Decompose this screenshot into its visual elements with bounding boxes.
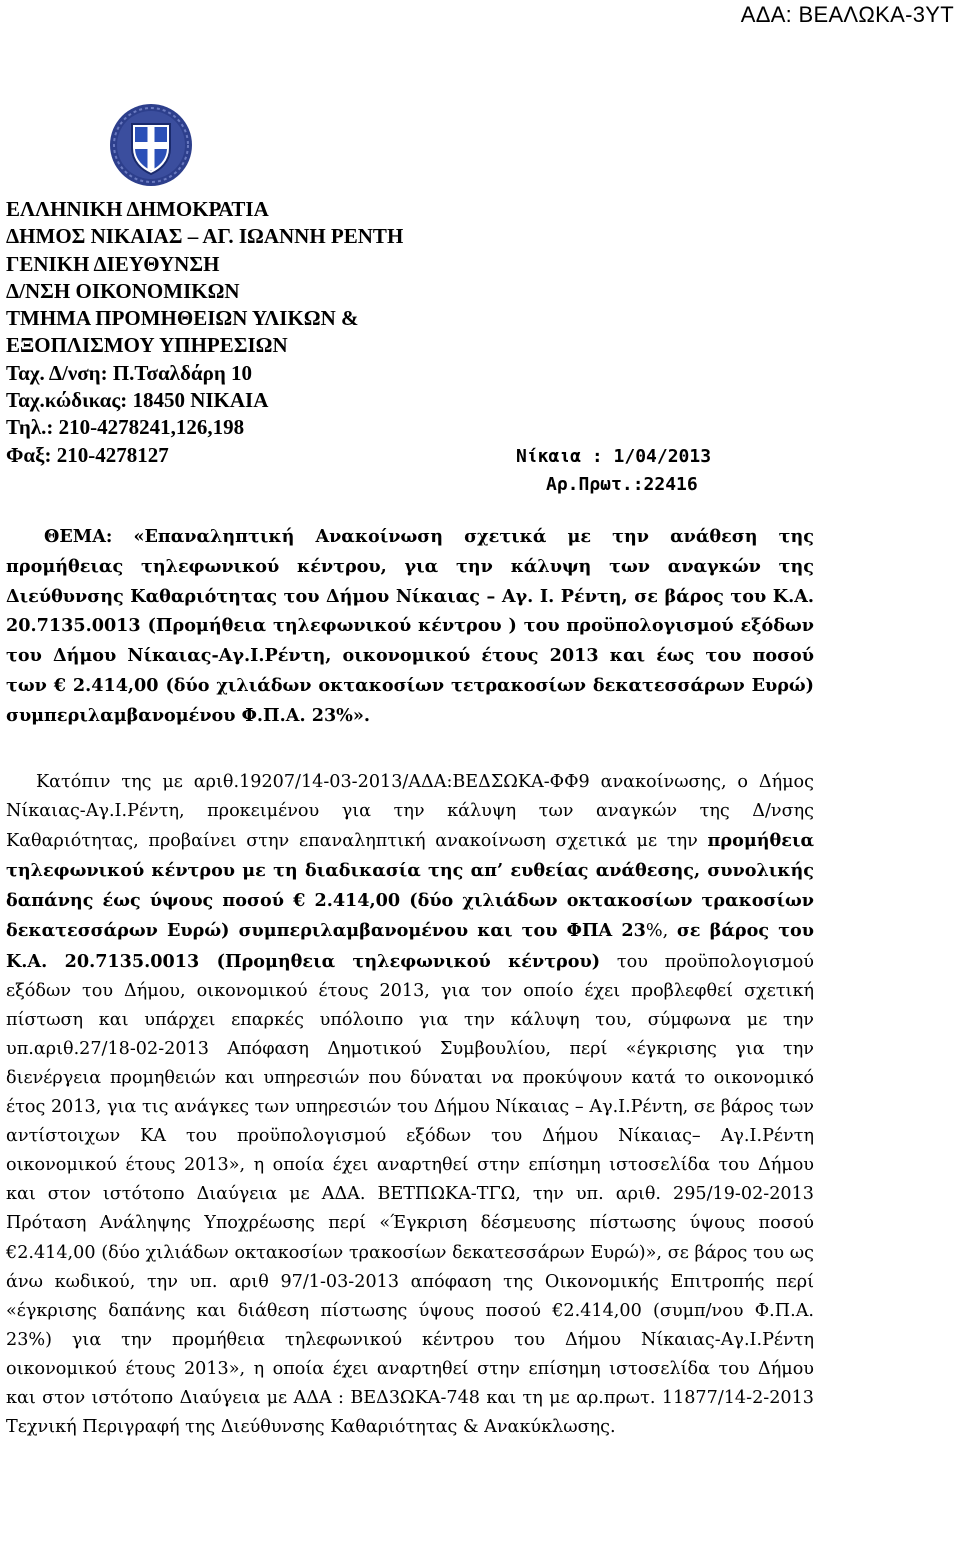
issuer-header — [6, 196, 403, 469]
subject-text: «Επαναληπτική Ανακοίνωση σχετικά με την ανάθεση της προμήθειας τηλεφωνικού κέντρου, για την κάλυψη των αναγκών της Διεύθυνσης Καθαριότητας του Δήμου Νίκαιας – Αγ. Ι. Ρέντη, σε βάρος του Κ.Α. 20.7135.0013 (Προμήθεια τηλεφωνικού κέντρου ) του προϋπολογισμού εξόδων του Δήμου Νίκαιας-Αγ.Ι.Ρέντη, οικονομικού έτους 2013 και έως του ποσού των € 2.414,00 (δύο χιλιάδων οκτακοσίων τετρακοσίων δεκατεσσάρων Ευρώ) συμπεριλαμβανομένου Φ.Π.Α. 23%». — [6, 526, 814, 726]
body-text: Κατόπιν της με αριθ.19207/14-03-2013/ΑΔΑ:ΒΕΔΣΩΚΑ-ΦΦ9 ανακοίνωσης, ο Δήμος Νίκαιας-Αγ.Ι.Ρέντη, προκειμένου για την κάλυψη των αναγκών της Δ/νσης Καθαριότητας, προβαίνει στην επαναληπτική ανακοίνωση σχετικά με την — [6, 772, 814, 852]
subject-paragraph — [6, 522, 814, 731]
header-line: Δ/ΝΣΗ ΟΙΚΟΝΟΜΙΚΩΝ — [6, 278, 240, 303]
header-line: ΔΗΜΟΣ ΝΙΚΑΙΑΣ – ΑΓ. ΙΩΑΝΝΗ ΡΕΝΤΗ — [6, 224, 404, 249]
greek-coat-of-arms-icon — [108, 102, 194, 188]
subject-label: ΘΕΜΑ: — [44, 526, 113, 547]
body-text: του προϋπολογισμού εξόδων του Δήμου, οικονομικού έτους 2013, για τον οποίο έχει προβλεφθεί σχετική πίστωση και υπάρχει επαρκές υπόλοιπο για την κάλυψη του, σύμφωνα με την υπ.αριθ.27/18-02-2013 Απόφαση Δημοτικού Συμβουλίου, περί «έγκρισης για την διενέργεια προμηθειών και υπηρεσιών που δύναται να προκύψουν κατά το οικονομικό έτος 2013, για τις ανάγκες των υπηρεσιών του Δήμου Νίκαιας – Αγ.Ι.Ρέντη, σε βάρος των αντίστοιχων ΚΑ του προϋπολογισμού εξόδων του Δήμου Νίκαιας– Αγ.Ι.Ρέντη οικονομικού έτους 2013», η οποία έχει αναρτηθεί στην επίσημη ιστοσελίδα του Δήμου και στον ιστότοπο Διαύγεια με ΑΔΑ. ΒΕΤΠΩΚΑ-ΤΓΩ, την υπ. αριθ. 295/19-02-2013 Πρόταση Ανάληψης Υποχρέωσης περί «Έγκριση δέσμευσης πίστωσης ύψους ποσού €2.414,00 (δύο χιλιάδων οκτακοσίων τρακοσίων δεκατεσσάρων Ευρώ)», σε βάρος του ως άνω κωδικού, την υπ. αριθ 97/1-03-2013 απόφαση της Οικονομικής Επιτροπής περί «έγκρισης δαπάνης και διάθεση πίστωσης ύψους ποσού €2.414,00 (συμπ/νου Φ.Π.Α. 23%) για την προμήθεια τηλεφωνικού κέντρου του Δήμου Νίκαιας-Αγ.Ι.Ρέντη οικονομικού έτους 2013», η οποία έχει αναρτηθεί στην επίσημη ιστοσελίδα του Δήμου και στον ιστότοπο Διαύγεια με ΑΔΑ : ΒΕΔ3ΩΚΑ-748 και τη με αρ.πρωτ. 11877/14-2-2013 Τεχνική Περιγραφή της Διεύθυνσης Καθαριότητας & Ανακύκλωσης. — [6, 951, 814, 1438]
header-line: ΕΛΛΗΝΙΚΗ ΔΗΜΟΚΡΑΤΙΑ — [6, 197, 269, 221]
header-line: Ταχ.κώδικας: 18450 ΝΙΚΑΙΑ — [6, 388, 269, 413]
header-line: ΤΜΗΜΑ ΠΡΟΜΗΘΕΙΩΝ ΥΛΙΚΩΝ & — [6, 306, 359, 331]
body-text: %, — [645, 921, 677, 942]
header-line: Τηλ.: 210-4278241,126,198 — [6, 415, 245, 440]
body-bold-text: προμήθεια τηλεφωνικού κέντρου με τη διαδικασία της απ’ ευθείας ανάθεσης, συνολικής δαπάνης έως ύψους ποσού € 2.414,00 (δύο χιλιάδων οκτακοσίων τρακοσίων δεκατεσσάρων Ευρώ) συμπεριλαμβανομένου και του ΦΠΑ 23 — [6, 830, 814, 942]
protocol-number: Αρ.Πρωτ.:22416 — [546, 474, 698, 495]
header-line: ΕΞΟΠΛΙΣΜΟΥ ΥΠΗΡΕΣΙΩΝ — [6, 333, 288, 358]
header-line: ΓΕΝΙΚΗ ΔΙΕΥΘΥΝΣΗ — [6, 251, 220, 276]
header-line: Φαξ: 210-4278127 — [6, 442, 169, 467]
ada-code: ΑΔΑ: ΒΕΑΛΩΚΑ-3ΥΤ — [740, 2, 954, 27]
document-date: Νίκαια : 1/04/2013 — [516, 446, 712, 467]
header-line: Ταχ. Δ/νση: Π.Τσαλδάρη 10 — [6, 360, 253, 385]
body-bold-text: σε βάρος του Κ.Α. 20.7135.0013 (Προμηθεια τηλεφωνικού κέντρου) — [6, 920, 814, 972]
body-paragraph — [6, 768, 814, 1442]
